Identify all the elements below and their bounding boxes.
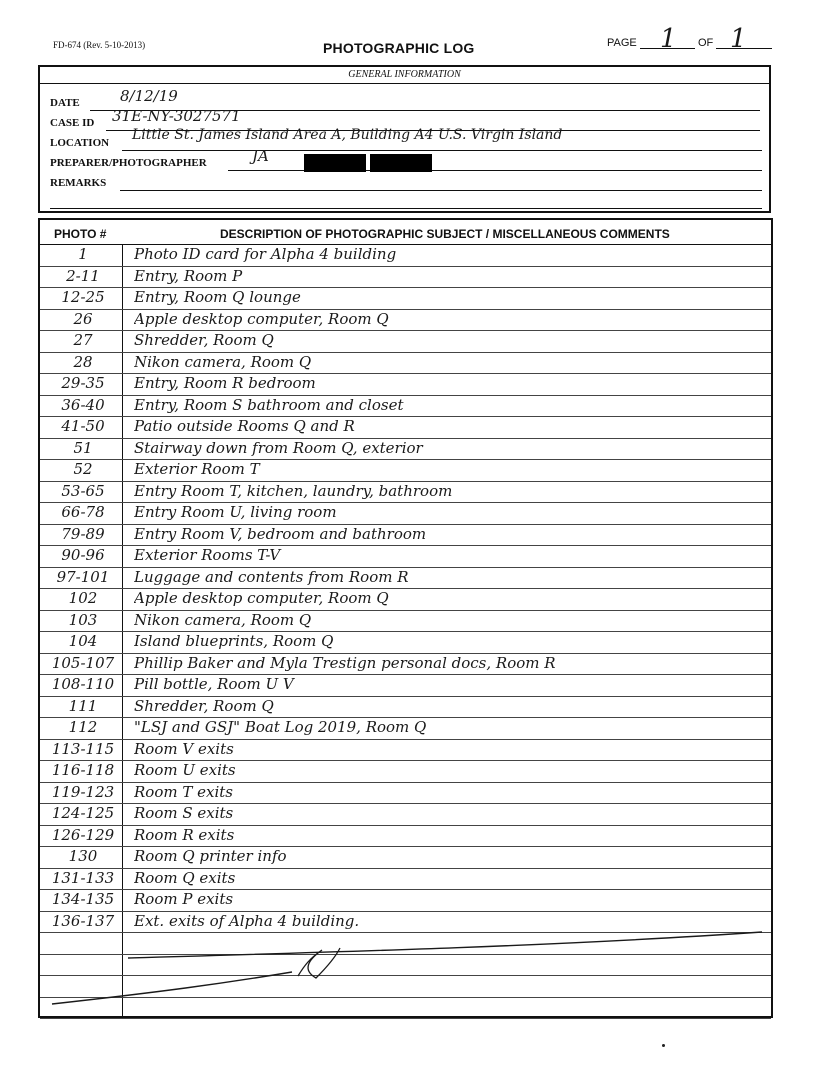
- description-cell: Entry Room T, kitchen, laundry, bathroom: [134, 481, 453, 500]
- description-cell: Room Q exits: [134, 868, 236, 887]
- description-cell: Stairway down from Room Q, exterior: [134, 438, 423, 457]
- photo-number-cell: 112: [68, 718, 98, 736]
- photo-number-cell: 116-118: [51, 761, 115, 779]
- description-cell: Apple desktop computer, Room Q: [134, 309, 389, 328]
- preparer-value: JA: [252, 147, 269, 165]
- section-divider: [40, 83, 769, 84]
- remarks-line: [120, 190, 762, 191]
- location-line: [122, 150, 762, 151]
- date-value: 8/12/19: [120, 87, 178, 105]
- photo-number-cell: 36-40: [61, 395, 105, 414]
- photo-number-cell: 108-110: [51, 675, 115, 693]
- description-cell: Room R exits: [134, 825, 235, 844]
- photo-number-column-header: PHOTO #: [54, 227, 107, 241]
- description-cell: Shredder, Room Q: [134, 696, 274, 715]
- remarks-line-2: [50, 208, 762, 209]
- description-cell: Shredder, Room Q: [134, 331, 274, 349]
- description-cell: Apple desktop computer, Room Q: [134, 589, 389, 607]
- description-cell: Nikon camera, Room Q: [134, 352, 312, 371]
- general-information-section: [38, 65, 771, 213]
- description-cell: Exterior Rooms T-V: [134, 546, 281, 564]
- description-cell: Entry Room U, living room: [134, 503, 337, 521]
- photo-number-cell: 66-78: [61, 503, 105, 521]
- location-value: Little St. James Island Area A, Building A4 U.S. Virgin Island: [132, 127, 563, 143]
- photo-number-cell: 90-96: [61, 546, 105, 564]
- description-cell: Room P exits: [134, 890, 234, 908]
- photo-number-cell: 29-35: [61, 374, 105, 392]
- description-cell: Room U exits: [134, 761, 236, 779]
- remarks-label: REMARKS: [50, 177, 107, 189]
- photo-number-cell: 97-101: [56, 567, 110, 586]
- description-cell: Ext. exits of Alpha 4 building.: [134, 911, 360, 930]
- photo-number-cell: 1: [78, 245, 88, 263]
- redaction-block: [370, 154, 432, 172]
- photo-number-cell: 103: [68, 610, 98, 629]
- description-cell: Exterior Room T: [134, 460, 260, 478]
- location-label: LOCATION: [50, 137, 110, 149]
- scan-speck: [662, 1044, 665, 1047]
- description-cell: Phillip Baker and Myla Trestign personal docs, Room R: [134, 653, 556, 672]
- case-id-label: CASE ID: [50, 117, 95, 129]
- photo-number-cell: 113-115: [51, 739, 115, 758]
- closing-strike-lines: [40, 220, 771, 1016]
- of-label: OF: [698, 37, 714, 49]
- total-pages: 1: [730, 24, 747, 54]
- photo-number-cell: 52: [73, 460, 93, 478]
- description-cell: Nikon camera, Room Q: [134, 610, 312, 629]
- row-divider: [40, 1018, 771, 1019]
- description-cell: Room V exits: [134, 739, 234, 758]
- photo-number-cell: 28: [73, 352, 93, 371]
- photo-number-cell: 136-137: [51, 911, 115, 930]
- photo-number-cell: 131-133: [51, 868, 115, 887]
- photo-number-cell: 51: [73, 438, 93, 457]
- photo-number-cell: 104: [68, 632, 98, 650]
- page-number: 1: [660, 24, 677, 54]
- description-cell: Entry Room V, bedroom and bathroom: [134, 524, 427, 543]
- page-label: PAGE: [607, 37, 637, 49]
- photo-number-cell: 26: [73, 309, 93, 328]
- description-cell: Room S exits: [134, 804, 234, 822]
- photo-number-cell: 2-11: [66, 266, 100, 285]
- description-cell: Room T exits: [134, 782, 233, 801]
- description-cell: Photo ID card for Alpha 4 building: [134, 245, 397, 263]
- photo-number-cell: 53-65: [61, 481, 105, 500]
- photo-log-table: [38, 218, 773, 1018]
- description-cell: Entry, Room Q lounge: [134, 288, 301, 306]
- preparer-label: PREPARER/PHOTOGRAPHER: [50, 157, 207, 169]
- description-cell: Room Q printer info: [134, 847, 287, 865]
- photo-number-cell: 119-123: [51, 782, 115, 801]
- photo-number-cell: 102: [68, 589, 98, 607]
- page-title: PHOTOGRAPHIC LOG: [323, 40, 475, 56]
- form-number: FD-674 (Rev. 5-10-2013): [53, 40, 146, 50]
- photo-number-cell: 79-89: [61, 524, 105, 543]
- date-label: DATE: [50, 97, 80, 109]
- case-id-value: 31E-NY-3027571: [112, 107, 241, 125]
- description-cell: Patio outside Rooms Q and R: [134, 417, 355, 435]
- description-cell: "LSJ and GSJ" Boat Log 2019, Room Q: [134, 718, 427, 736]
- photo-number-cell: 105-107: [51, 653, 115, 672]
- redaction-block: [304, 154, 366, 172]
- general-information-heading: GENERAL INFORMATION: [348, 69, 461, 80]
- photo-number-cell: 41-50: [61, 417, 105, 435]
- photo-number-cell: 12-25: [61, 288, 105, 306]
- description-cell: Entry, Room R bedroom: [134, 374, 316, 392]
- description-cell: Pill bottle, Room U V: [134, 675, 294, 693]
- description-column-header: DESCRIPTION OF PHOTOGRAPHIC SUBJECT / MISCELLANEOUS COMMENTS: [220, 227, 670, 241]
- description-cell: Entry, Room P: [134, 266, 243, 285]
- description-cell: Luggage and contents from Room R: [134, 567, 409, 586]
- photo-number-cell: 134-135: [51, 890, 115, 908]
- description-cell: Island blueprints, Room Q: [134, 632, 334, 650]
- photo-number-cell: 126-129: [51, 825, 115, 844]
- photo-number-cell: 111: [68, 696, 98, 715]
- photo-number-cell: 130: [68, 847, 98, 865]
- photo-number-cell: 124-125: [51, 804, 115, 822]
- description-cell: Entry, Room S bathroom and closet: [134, 395, 404, 414]
- photo-number-cell: 27: [73, 331, 93, 349]
